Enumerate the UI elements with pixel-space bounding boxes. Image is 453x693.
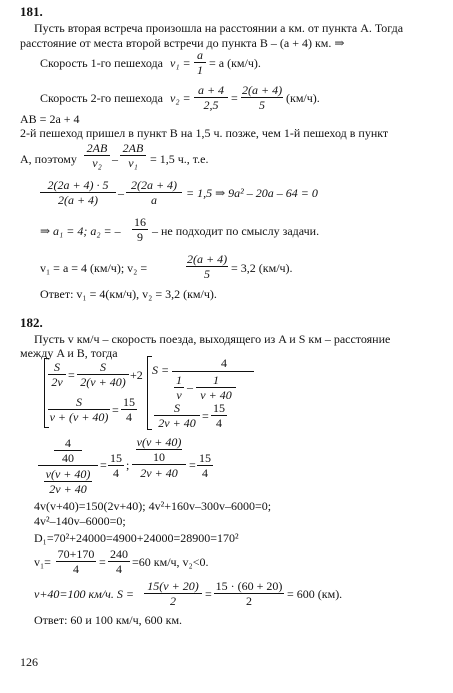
sysL1-denominator-1: 2v: [51, 375, 63, 389]
speed2-lhs: v₂ =: [170, 91, 191, 105]
big-f3-denominator: 2v + 40: [140, 466, 178, 480]
v1-fraction-2: [108, 548, 130, 575]
v1-denominator-2: 4: [116, 562, 122, 576]
roots-prefix: ⇒ a₁ = 4; a₂ = –: [40, 224, 121, 238]
left-system-brace: [44, 358, 45, 428]
big-f2-numerator: 15: [110, 451, 122, 465]
discriminant: D₁=70²+24000=4900+24000=28900=170²: [34, 531, 239, 545]
problem-181-number: 181.: [20, 4, 43, 19]
speed1-label: Скорость 1-го пешехода: [40, 56, 163, 70]
sysL1-fraction-1: [48, 361, 66, 388]
big-f1-num-top: 4: [65, 436, 71, 450]
eqB-fraction-2: [126, 179, 182, 206]
ab-distance: AB = 2a + 4: [20, 112, 80, 126]
speed1-fraction: [194, 49, 206, 76]
v1-numerator-1: 70+170: [57, 547, 95, 561]
speed1-rhs: = a (км/ч).: [209, 56, 261, 70]
big-f3-main-bar: [132, 464, 186, 465]
big-f4-denominator: 4: [202, 466, 208, 480]
sysL2-fraction-2: [121, 396, 137, 423]
roots-suffix: – не подходит по смыслу задачи.: [152, 224, 320, 238]
late-text-line2: A, поэтому: [20, 152, 77, 166]
v1-equals: =: [99, 555, 106, 569]
sysR1-inner-fraction-1: [174, 374, 184, 401]
s-fraction-1: [144, 580, 202, 607]
sysR2-denominator-1: 2v + 40: [158, 416, 196, 430]
sysR2-fraction-1: [154, 402, 200, 429]
equation-line-2: 4v²–140v–6000=0;: [34, 514, 126, 528]
v1-suffix: =60 км/ч, v₂<0.: [132, 555, 209, 569]
big-f1-main-bar: [38, 465, 98, 466]
big-separator: ;: [126, 458, 130, 472]
v1-fraction-1: [56, 548, 96, 575]
problem-181-text-line1: Пусть вторая встреча произошла на расстоянии a км. от пункта A. Тогда: [34, 21, 404, 35]
sysL1-fraction-2: [77, 361, 129, 388]
speed2-denominator-1: 2,5: [203, 98, 219, 112]
eqB-fraction-1: [40, 179, 116, 206]
eqB-rhs: = 1,5 ⇒ 9a² – 20a – 64 = 0: [186, 186, 318, 200]
sysR1-main-fraction-bar: [172, 371, 254, 372]
eqB-denominator-1: 2(a + 4): [57, 193, 99, 207]
speed2-equals: =: [231, 91, 238, 105]
s-prefix: v+40=100 км/ч. S =: [34, 587, 134, 601]
v1-numerator-2: 240: [110, 547, 128, 561]
velocities-suffix: = 3,2 (км/ч).: [231, 261, 293, 275]
eqB-numerator-2: 2(2a + 4): [126, 179, 182, 193]
big-f2-denominator: 4: [113, 466, 119, 480]
big-f3-num-bottom: 10: [153, 450, 165, 464]
velocities-prefix: v₁ = a = 4 (км/ч); v₂ =: [40, 261, 148, 275]
speed2-fraction-2: [241, 84, 283, 111]
big-equals-1: =: [100, 458, 107, 472]
sysL2-denominator-2: 4: [126, 410, 132, 424]
s-fraction-2: [214, 580, 284, 607]
velocities-fraction: [186, 253, 228, 280]
problem-182-text-line1: Пусть v км/ч – скорость поезда, выходящего из A и S км – расстояние: [34, 332, 391, 346]
eqA-minus: –: [112, 152, 118, 166]
problem-182-answer: Ответ: 60 и 100 км/ч, 600 км.: [34, 613, 183, 627]
big-f4-numerator: 15: [199, 451, 211, 465]
eqA-fraction-2: [120, 142, 146, 169]
s-denominator-1: 2: [170, 594, 176, 608]
speed1-numerator: a: [194, 49, 206, 63]
problem-181-text-line2: расстояние от места второй встречи до пункта B – (a + 4) км. ⇒: [20, 36, 345, 50]
sysL1-denominator-2: 2(v + 40): [80, 375, 126, 389]
sysR2-numerator-1: S: [154, 402, 200, 416]
sysR1-inner-fraction-2: [196, 374, 236, 401]
big-f1-den-bottom: 2v + 40: [49, 482, 87, 496]
sysL2-denominator-1: v + (v + 40): [49, 410, 109, 424]
sysR1-lhs: S =: [152, 363, 170, 377]
problem-181-answer: Ответ: v₁ = 4(км/ч), v₂ = 3,2 (км/ч).: [40, 287, 217, 301]
sysR1-inner-minus: –: [187, 380, 193, 394]
speed2-numerator-2: 2(a + 4): [242, 83, 283, 97]
sysR2-denominator-2: 4: [216, 416, 222, 430]
speed2-label: Скорость 2-го пешехода: [40, 91, 163, 105]
big-f3-num-top: v(v + 40): [136, 435, 182, 449]
sysR1-numerator: 4: [221, 356, 227, 370]
big-f2-fraction: [108, 452, 124, 479]
s-numerator-2: 15 · (60 + 20): [215, 579, 283, 593]
speed2-numerator-1: a + 4: [194, 84, 228, 98]
eqA-rhs: = 1,5 ч., т.е.: [150, 152, 209, 166]
speed2-fraction-1: [194, 84, 228, 111]
v1-denominator-1: 4: [73, 562, 79, 576]
sysR1-inner-denominator-1: v: [176, 388, 182, 402]
sysL2-fraction-1: [48, 396, 110, 423]
speed1-lhs: v₁ =: [170, 56, 191, 70]
eqB-denominator-2: a: [151, 193, 157, 207]
s-numerator-1: 15(v + 20): [144, 580, 202, 594]
sysL1-rhs: +2: [130, 368, 143, 382]
sysL2-numerator-1: S: [48, 396, 110, 410]
right-system-brace: [147, 356, 148, 430]
s-denominator-2: 2: [246, 594, 252, 608]
sysR2-fraction-2: [211, 402, 227, 429]
velocities-denominator: 5: [204, 267, 210, 281]
problem-182-number: 182.: [20, 315, 43, 330]
big-equals-2: =: [189, 458, 196, 472]
sysL2-numerator-2: 15: [123, 395, 135, 409]
roots-fraction: [132, 216, 148, 243]
eqB-minus: –: [118, 186, 124, 200]
speed2-unit: (км/ч).: [286, 91, 320, 105]
eqA-numerator-1: 2AB: [84, 142, 110, 156]
s-equals: =: [205, 587, 212, 601]
sysL2-equals: =: [112, 403, 119, 417]
speed1-denominator: 1: [197, 63, 203, 77]
sysR2-numerator-2: 15: [213, 401, 225, 415]
big-f1-den-top: v(v + 40): [45, 467, 91, 481]
problem-182-text-line2: между A и B, тогда: [20, 346, 118, 360]
sysR1-inner-denominator-2: v + 40: [200, 388, 232, 402]
sysR2-equals: =: [202, 409, 209, 423]
sysR1-inner-numerator-2: 1: [196, 374, 236, 388]
page-number: 126: [20, 655, 38, 669]
equation-line-1: 4v(v+40)=150(2v+40); 4v²+160v–300v–6000=0;: [34, 499, 272, 513]
sysL1-numerator-2: S: [77, 361, 129, 375]
eqA-denominator-2: v₁: [128, 156, 138, 170]
eqA-denominator-1: v₂: [92, 156, 102, 170]
v1-prefix: v₁=: [34, 555, 51, 569]
sysR1-inner-numerator-1: 1: [176, 373, 182, 387]
big-f4-fraction: [197, 452, 213, 479]
late-text-line1: 2-й пешеход пришел в пункт B на 1,5 ч. позже, чем 1-й пешеход в пункт: [20, 126, 389, 140]
roots-denominator: 9: [137, 230, 143, 244]
s-suffix: = 600 (км).: [287, 587, 343, 601]
eqB-numerator-1: 2(2a + 4) · 5: [40, 179, 116, 193]
eqA-numerator-2: 2AB: [120, 142, 146, 156]
eqA-fraction-1: [84, 142, 110, 169]
big-f1-num-bottom: 40: [62, 451, 74, 465]
velocities-numerator: 2(a + 4): [187, 252, 228, 266]
sysL1-equals: =: [68, 368, 75, 382]
sysL1-numerator-1: S: [48, 361, 66, 375]
roots-numerator: 16: [134, 215, 146, 229]
speed2-denominator-2: 5: [259, 98, 265, 112]
